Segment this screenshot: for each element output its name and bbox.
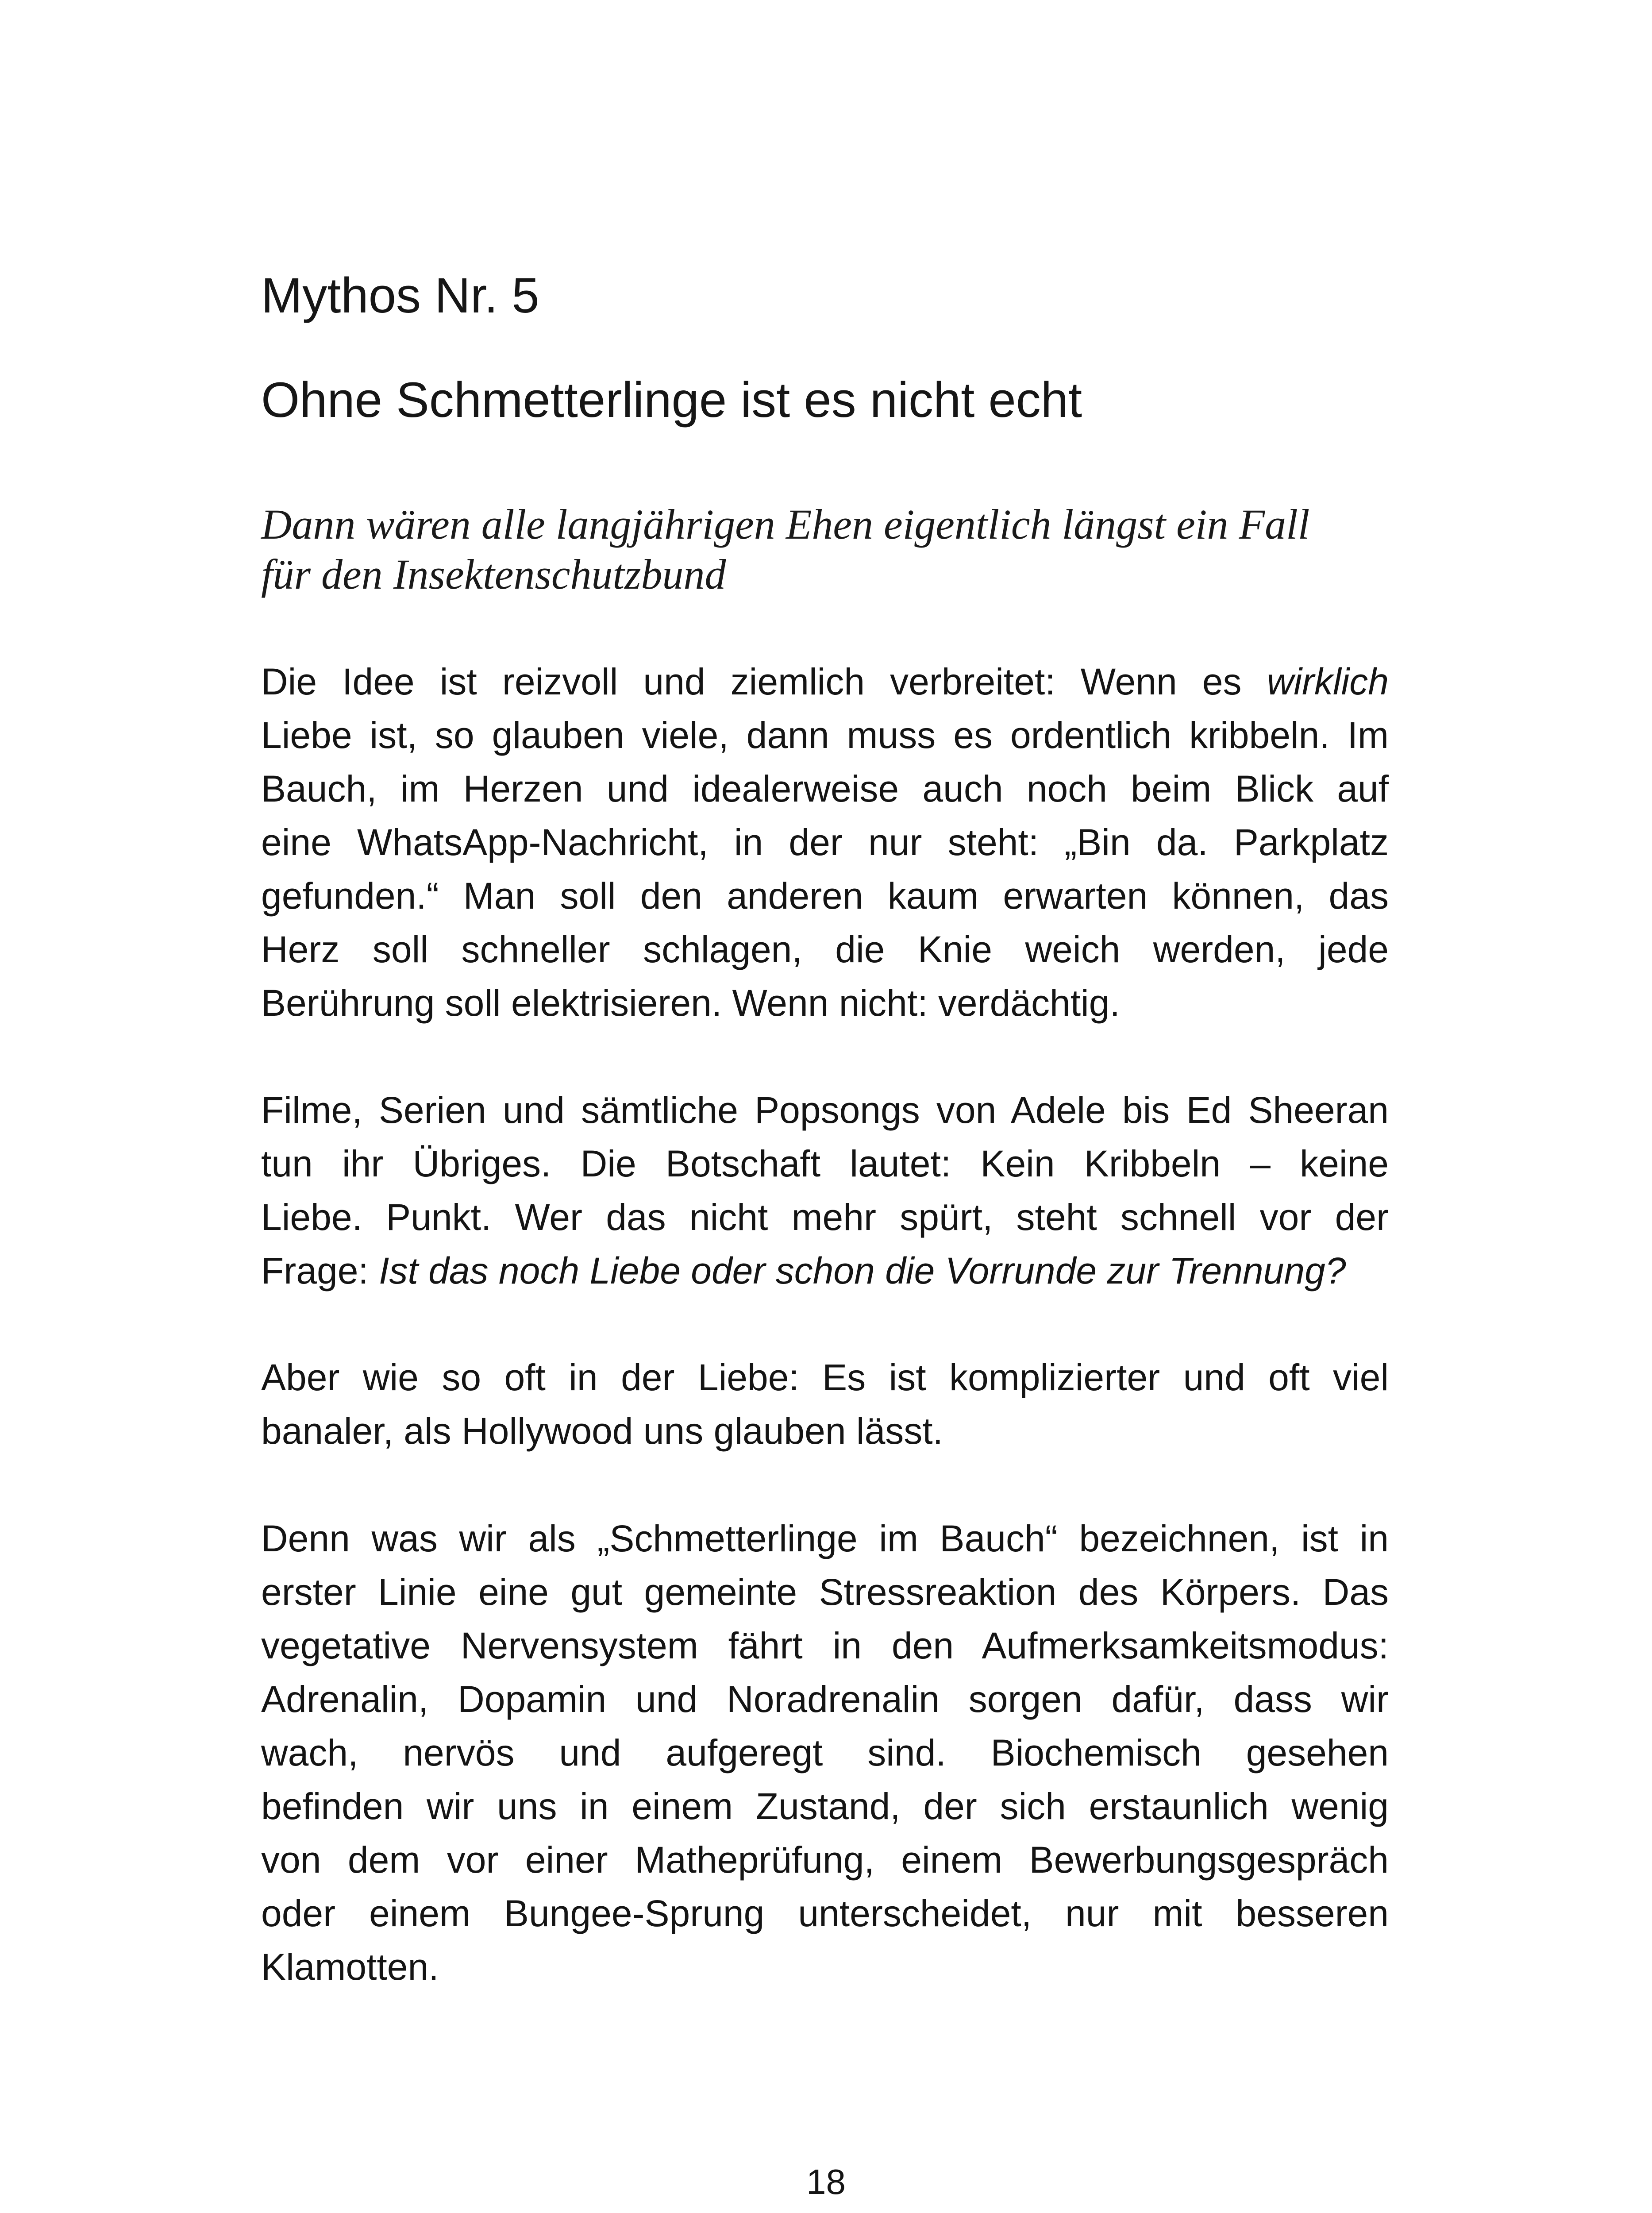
text-line: Adrenalin, Dopamin und Noradrenalin sorgen dafür, dass wir <box>261 1678 1389 1720</box>
text-line: oder einem Bungee-Sprung unterscheidet, nur mit besseren <box>261 1893 1389 1934</box>
text-segment: Frage: <box>261 1250 379 1292</box>
text-line: Herz soll schneller schlagen, die Knie weich werden, jede <box>261 929 1389 970</box>
paragraph-2 <box>261 1083 1389 1298</box>
text-line: befinden wir uns in einem Zustand, der sich erstaunlich wenig <box>261 1785 1389 1827</box>
chapter-title: Ohne Schmetterlinge ist es nicht echt <box>261 372 1082 428</box>
text-line: Bauch, im Herzen und idealerweise auch noch beim Blick auf <box>261 768 1389 810</box>
text-line: Klamotten. <box>261 1946 439 1988</box>
text-line: Aber wie so oft in der Liebe: Es ist komplizierter und oft viel <box>261 1357 1389 1398</box>
text-line: von dem vor einer Matheprüfung, einem Bewerbungsgespräch <box>261 1839 1389 1881</box>
text-segment: Die Idee ist reizvoll und ziemlich verbreitet: Wenn es <box>261 661 1267 702</box>
text-line: eine WhatsApp-Nachricht, in der nur steht: „Bin da. Parkplatz <box>261 821 1389 863</box>
paragraph-1 <box>261 655 1389 1030</box>
text-line <box>261 655 1389 709</box>
myth-number-heading: Mythos Nr. 5 <box>261 268 539 323</box>
paragraph-4 <box>261 1512 1389 1994</box>
chapter-subtitle <box>261 499 1394 599</box>
text-line: tun ihr Übriges. Die Botschaft lautet: Kein Kribbeln – keine <box>261 1143 1389 1184</box>
paragraph-3 <box>261 1351 1389 1458</box>
text-line: vegetative Nervensystem fährt in den Aufmerksamkeitsmodus: <box>261 1625 1389 1666</box>
text-line: Liebe ist, so glauben viele, dann muss es ordentlich kribbeln. Im <box>261 714 1389 756</box>
subtitle-line: für den Insektenschutzbund <box>261 551 726 598</box>
text-line: banaler, als Hollywood uns glauben lässt. <box>261 1410 943 1452</box>
text-line: Berührung soll elektrisieren. Wenn nicht: verdächtig. <box>261 982 1120 1024</box>
text-line: Liebe. Punkt. Wer das nicht mehr spürt, steht schnell vor der <box>261 1196 1389 1238</box>
page-number: 18 <box>806 2162 846 2201</box>
emphasis-text: wirklich <box>1267 661 1389 702</box>
text-line <box>261 1244 1389 1298</box>
text-line: Denn was wir als „Schmetterlinge im Bauch“ bezeichnen, ist in <box>261 1518 1389 1559</box>
subtitle-line: Dann wären alle langjährigen Ehen eigentlich längst ein Fall <box>261 501 1310 548</box>
text-line: Filme, Serien und sämtliche Popsongs von Adele bis Ed Sheeran <box>261 1089 1389 1131</box>
emphasis-text: Ist das noch Liebe oder schon die Vorrunde zur Trennung? <box>379 1250 1346 1292</box>
text-line: erster Linie eine gut gemeinte Stressreaktion des Körpers. Das <box>261 1571 1389 1613</box>
text-line: wach, nervös und aufgeregt sind. Biochemisch gesehen <box>261 1732 1389 1773</box>
text-line: gefunden.“ Man soll den anderen kaum erwarten können, das <box>261 875 1389 917</box>
